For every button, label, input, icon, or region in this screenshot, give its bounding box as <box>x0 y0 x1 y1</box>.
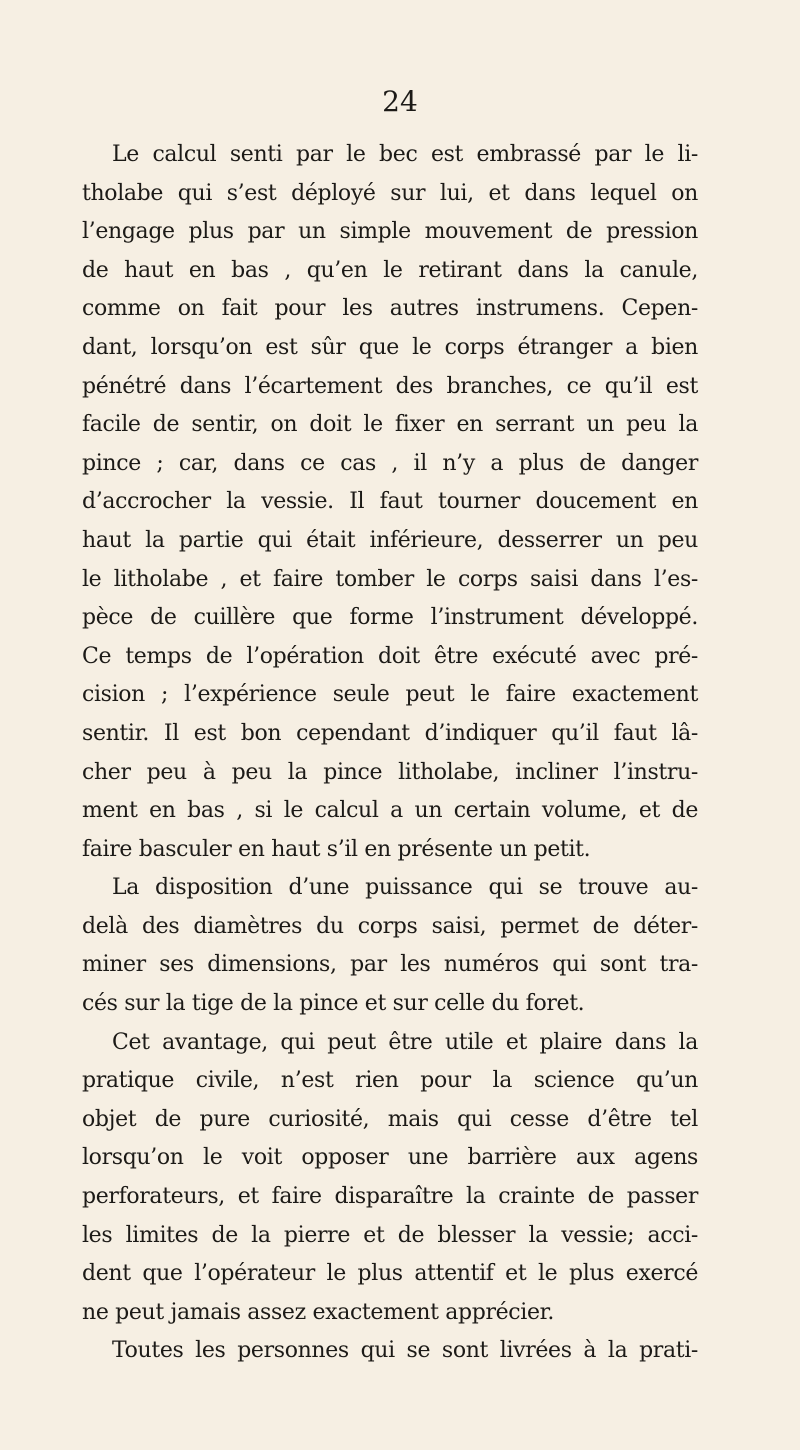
text-line-23: cés sur la tige de la pince et sur celle du foret. <box>82 991 585 1017</box>
text-line-5: comme on fait pour les autres instrumens. Cepen- <box>82 296 698 322</box>
body-text <box>82 136 698 1371</box>
text-line-19: faire basculer en haut s’il en présente un petit. <box>82 836 591 862</box>
text-line-9: pince ; car, dans ce cas , il n’y a plus de danger <box>82 450 698 476</box>
text-line-13: pèce de cuillère que forme l’instrument développé. <box>82 605 698 631</box>
text-line-24: Cet avantage, qui peut être utile et plaire dans la <box>112 1029 698 1055</box>
text-line-15: cision ; l’expérience seule peut le faire exactement <box>82 682 698 708</box>
text-line-12: le litholabe , et faire tomber le corps saisi dans l’es- <box>82 566 698 592</box>
page-number: 24 <box>382 85 418 118</box>
text-line-6: dant, lorsqu’on est sûr que le corps étranger a bien <box>82 334 698 360</box>
text-line-25: pratique civile, n’est rien pour la science qu’un <box>82 1068 698 1094</box>
text-line-31: ne peut jamais assez exactement apprécier. <box>82 1299 555 1325</box>
text-line-4: de haut en bas , qu’en le retirant dans la canule, <box>82 257 698 283</box>
text-line-14: Ce temps de l’opération doit être exécuté avec pré- <box>82 643 698 669</box>
text-line-3: l’engage plus par un simple mouvement de pression <box>82 219 698 245</box>
text-line-30: dent que l’opérateur le plus attentif et le plus exercé <box>82 1261 698 1287</box>
text-line-18: ment en bas , si le calcul a un certain volume, et de <box>82 798 698 824</box>
text-line-20: La disposition d’une puissance qui se trouve au- <box>112 875 698 901</box>
text-line-29: les limites de la pierre et de blesser la vessie; acci- <box>82 1222 698 1248</box>
text-line-26: objet de pure curiosité, mais qui cesse d’être tel <box>82 1106 698 1132</box>
text-line-2: tholabe qui s’est déployé sur lui, et dans lequel on <box>82 180 698 206</box>
text-line-27: lorsqu’on le voit opposer une barrière aux agens <box>82 1145 698 1171</box>
text-line-1: Le calcul senti par le bec est embrassé par le li- <box>112 142 698 167</box>
text-line-21: delà des diamètres du corps saisi, permet de déter- <box>82 913 698 939</box>
text-line-16: sentir. Il est bon cependant d’indiquer qu’il faut lâ- <box>82 720 698 746</box>
text-line-11: haut la partie qui était inférieure, desserrer un peu <box>82 527 698 553</box>
text-line-7: pénétré dans l’écartement des branches, ce qu’il est <box>82 373 698 399</box>
text-line-10: d’accrocher la vessie. Il faut tourner doucement en <box>82 489 698 515</box>
text-line-22: miner ses dimensions, par les numéros qui sont tra- <box>82 952 698 978</box>
text-line-28: perforateurs, et faire disparaître la crainte de passer <box>82 1184 698 1210</box>
text-line-8: facile de sentir, on doit le fixer en serrant un peu la <box>82 412 698 438</box>
text-line-32: Toutes les personnes qui se sont livrées à la prati- <box>112 1338 698 1364</box>
text-line-17: cher peu à peu la pince litholabe, incliner l’instru- <box>82 759 698 785</box>
